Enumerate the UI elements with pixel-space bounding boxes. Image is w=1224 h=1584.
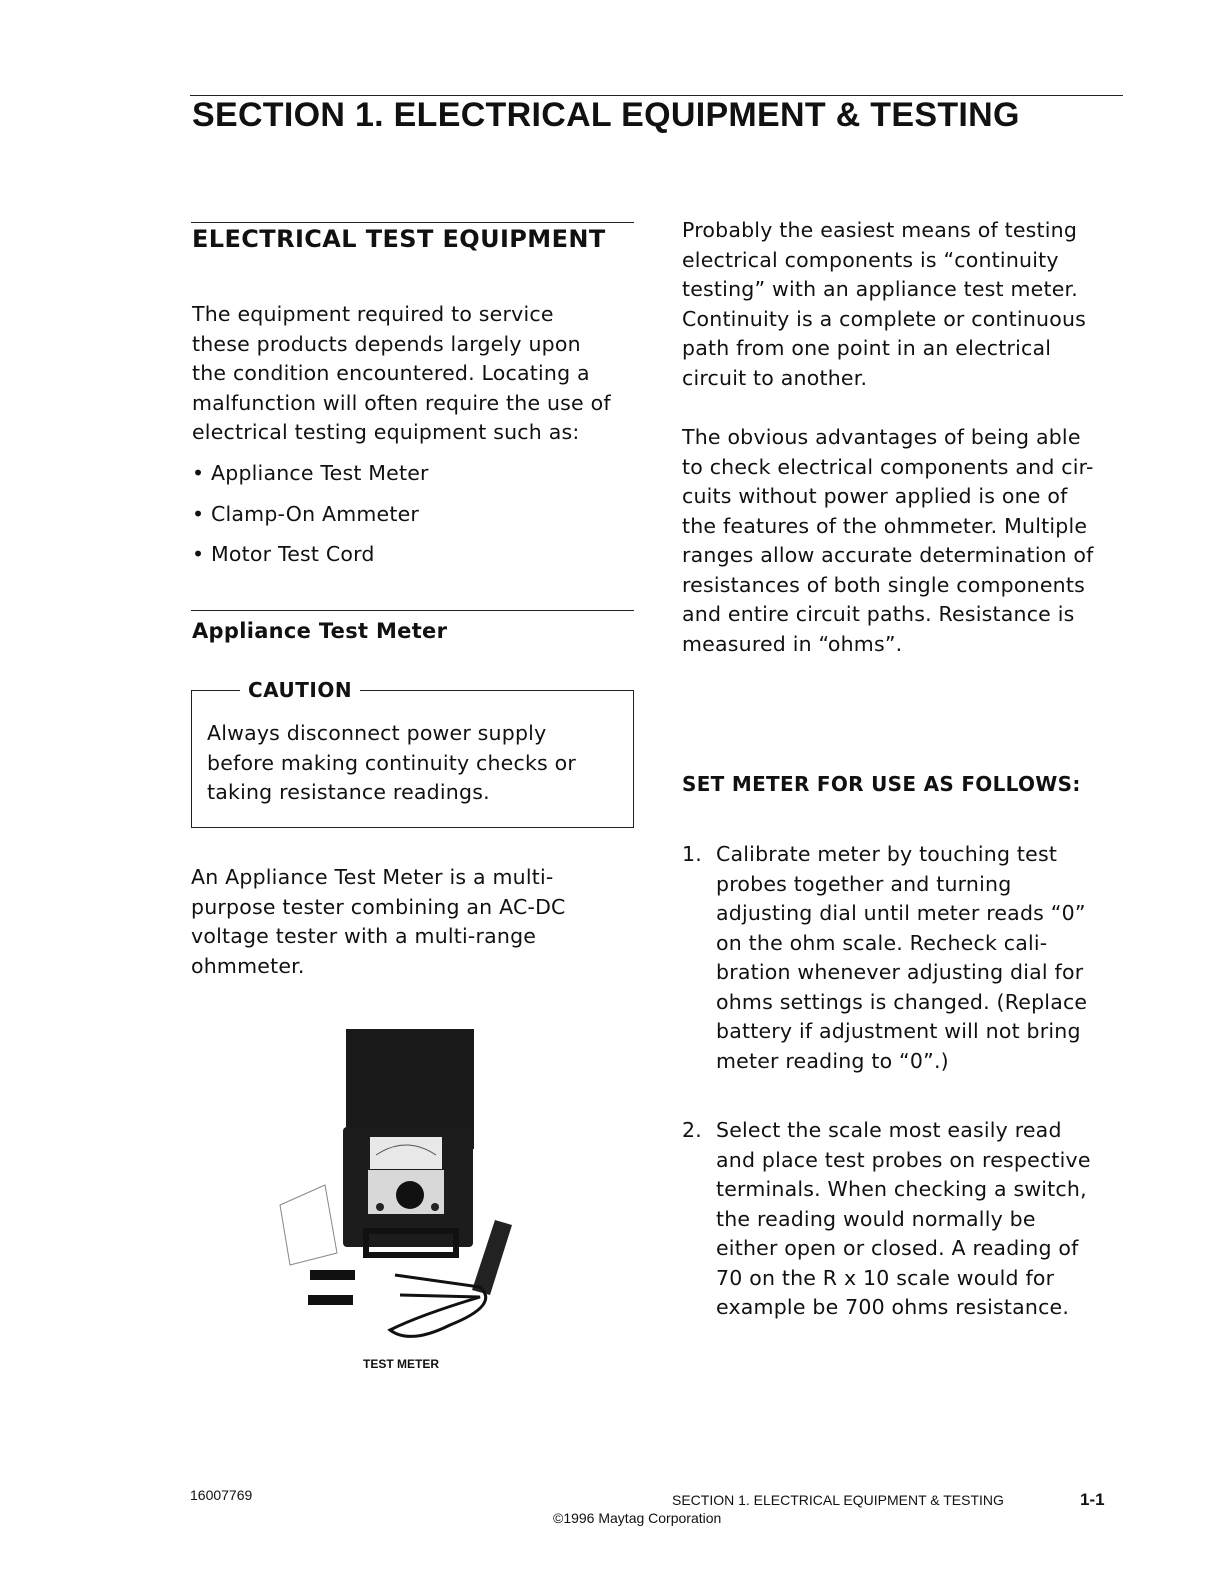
text-line: ohmmeter.	[191, 953, 305, 978]
text-line: resistances of both single components	[682, 572, 1085, 597]
text-line: to check electrical components and cir-	[682, 454, 1094, 479]
text-line: Select the scale most easily read	[716, 1118, 1062, 1142]
page-number: 1-1	[1080, 1490, 1105, 1509]
text-line: terminals. When checking a switch,	[716, 1177, 1087, 1201]
text-line: The obvious advantages of being able	[682, 425, 1081, 449]
intro-paragraph	[192, 300, 611, 448]
continuity-paragraph	[682, 216, 1086, 393]
bullet-item-0: • Appliance Test Meter	[192, 461, 429, 485]
text-line: path from one point in an electrical	[682, 336, 1052, 360]
footer-section: SECTION 1. ELECTRICAL EQUIPMENT & TESTING	[672, 1492, 1004, 1508]
caution-text	[207, 719, 576, 808]
copyright: ©1996 Maytag Corporation	[553, 1510, 722, 1526]
text-line: electrical components is “continuity	[682, 247, 1059, 272]
text-line: electrical testing equipment such as:	[192, 420, 580, 444]
text-line: battery if adjustment will not bring	[716, 1019, 1081, 1043]
text-line: Probably the easiest means of testing	[682, 218, 1078, 242]
step-2-text	[716, 1116, 1091, 1323]
text-line: 70 on the R x 10 scale would for	[716, 1265, 1055, 1290]
text-line: probes together and turning	[716, 871, 1012, 896]
meter-description	[191, 863, 566, 981]
heading-rule	[191, 222, 634, 223]
section-heading: ELECTRICAL TEST EQUIPMENT	[192, 225, 606, 253]
text-line: and place test probes on respective	[716, 1147, 1091, 1172]
page-title: SECTION 1. ELECTRICAL EQUIPMENT & TESTING	[192, 96, 1020, 134]
text-line: either open or closed. A reading of	[716, 1236, 1079, 1260]
text-line: before making continuity checks or	[207, 750, 577, 775]
text-line: purpose tester combining an AC-DC	[191, 894, 566, 919]
text-line: Calibrate meter by touching test	[716, 842, 1058, 866]
text-line: these products depends largely upon	[192, 331, 581, 356]
text-line: ranges allow accurate determination of	[682, 543, 1094, 567]
text-line: on the ohm scale. Recheck cali-	[716, 930, 1048, 955]
step-1-text	[716, 840, 1087, 1076]
text-line: cuits without power applied is one of	[682, 484, 1068, 508]
text-line: ohms settings is changed. (Replace	[716, 989, 1088, 1014]
text-line: Always disconnect power supply	[207, 721, 547, 745]
text-line: An Appliance Test Meter is a multi-	[191, 865, 554, 889]
text-line: The equipment required to service	[192, 302, 554, 326]
text-line: Continuity is a complete or continuous	[682, 306, 1087, 331]
text-line: testing” with an appliance test meter.	[682, 277, 1078, 301]
text-line: example be 700 ohms resistance.	[716, 1295, 1070, 1319]
text-line: malfunction will often require the use of	[192, 390, 611, 415]
ohmmeter-paragraph	[682, 423, 1094, 659]
text-line: the condition encountered. Locating a	[192, 361, 590, 385]
text-line: bration whenever adjusting dial for	[716, 960, 1084, 984]
text-line: adjusting dial until meter reads “0”	[716, 901, 1086, 925]
document-number: 16007769	[190, 1487, 253, 1503]
text-line: measured in “ohms”.	[682, 631, 903, 656]
test-meter-photo	[250, 1025, 550, 1355]
text-line: taking resistance readings.	[207, 780, 490, 804]
text-line: the features of the ohmmeter. Multiple	[682, 513, 1088, 538]
steps-heading: SET METER FOR USE AS FOLLOWS:	[682, 772, 1081, 796]
text-line: the reading would normally be	[716, 1206, 1036, 1231]
text-line: circuit to another.	[682, 365, 868, 390]
subheading: Appliance Test Meter	[192, 619, 448, 643]
caution-label: CAUTION	[240, 678, 360, 702]
text-line: voltage tester with a multi-range	[191, 924, 537, 948]
figure-caption: TEST METER	[363, 1357, 440, 1371]
step-2-number: 2.	[682, 1118, 702, 1142]
bullet-item-1: • Clamp-On Ammeter	[192, 502, 420, 526]
subheading-rule	[191, 610, 634, 611]
text-line: and entire circuit paths. Resistance is	[682, 602, 1075, 626]
text-line: meter reading to “0”.)	[716, 1048, 949, 1073]
bullet-item-2: • Motor Test Cord	[192, 542, 375, 566]
step-1-number: 1.	[682, 842, 702, 866]
